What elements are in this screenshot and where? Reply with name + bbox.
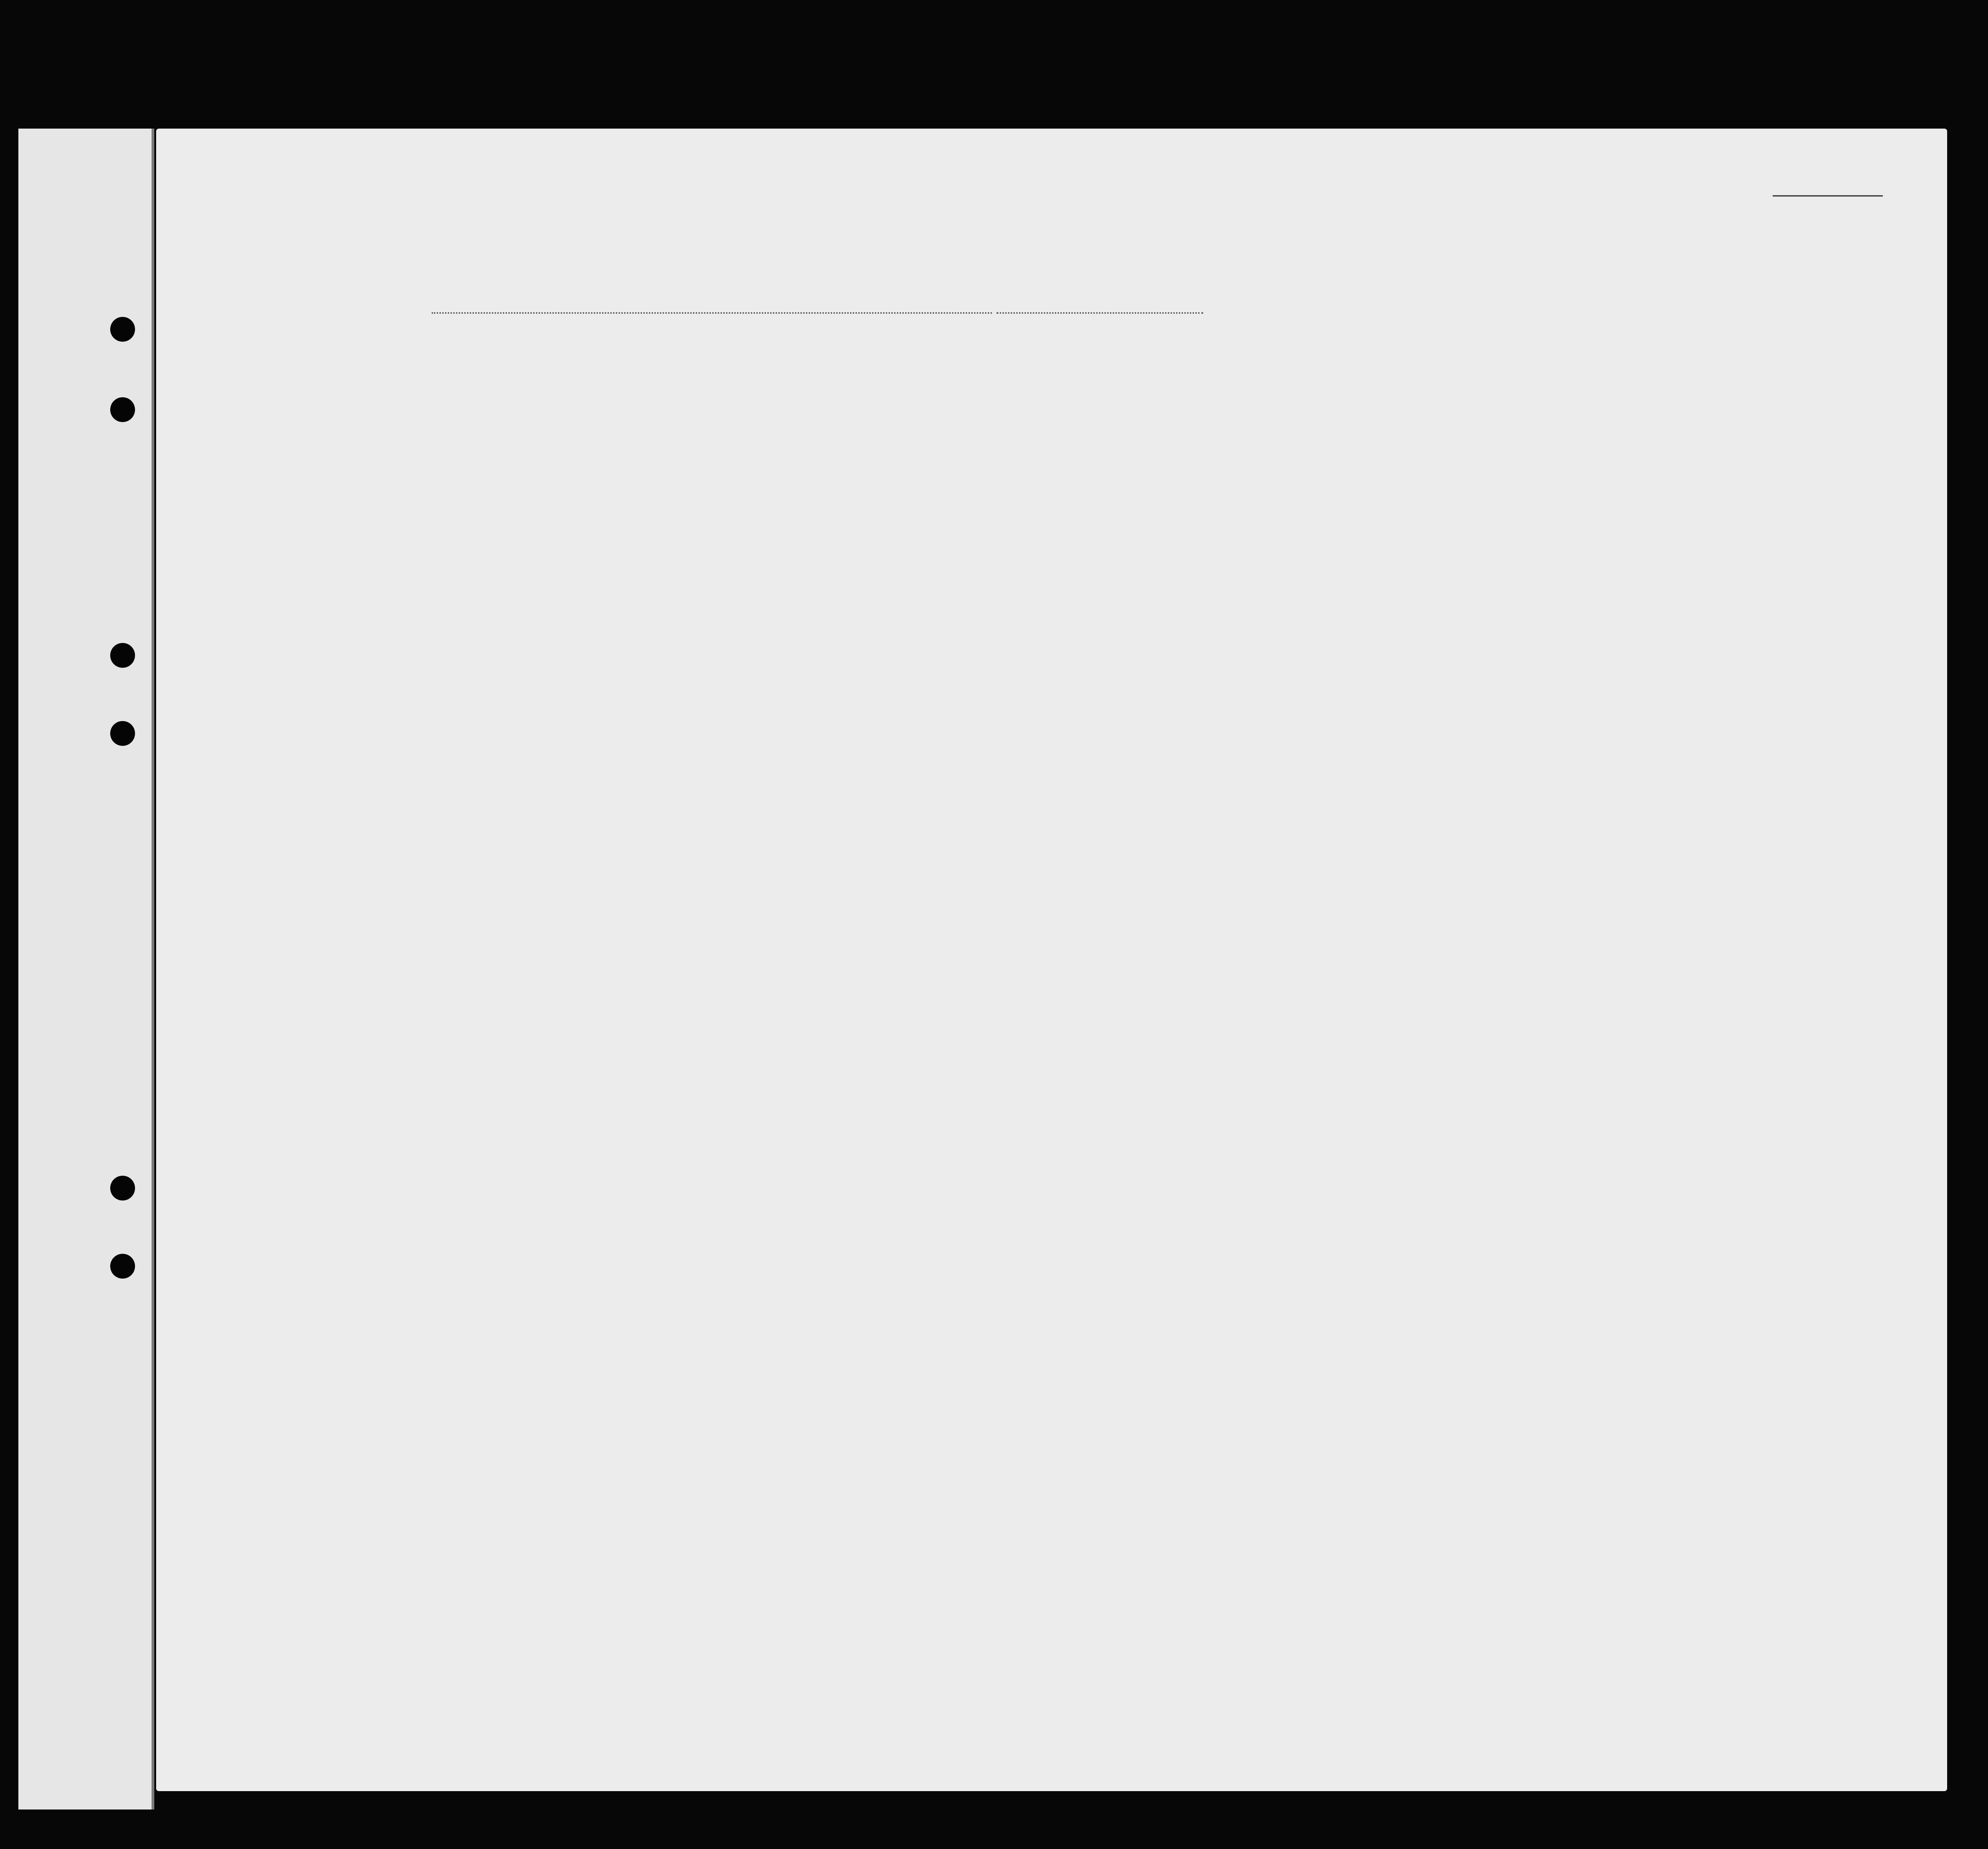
binding-hole	[110, 643, 135, 668]
binding-hole	[110, 317, 135, 342]
list-underline	[1773, 195, 1883, 197]
date-dotline	[997, 312, 1203, 314]
manifest-page	[156, 129, 1947, 1791]
binding-hole	[110, 397, 135, 422]
port-dotline	[432, 312, 992, 314]
left-page-fragment	[18, 129, 154, 1810]
binding-hole	[110, 1254, 135, 1279]
binding-hole	[110, 1176, 135, 1201]
binding-hole	[110, 721, 135, 746]
